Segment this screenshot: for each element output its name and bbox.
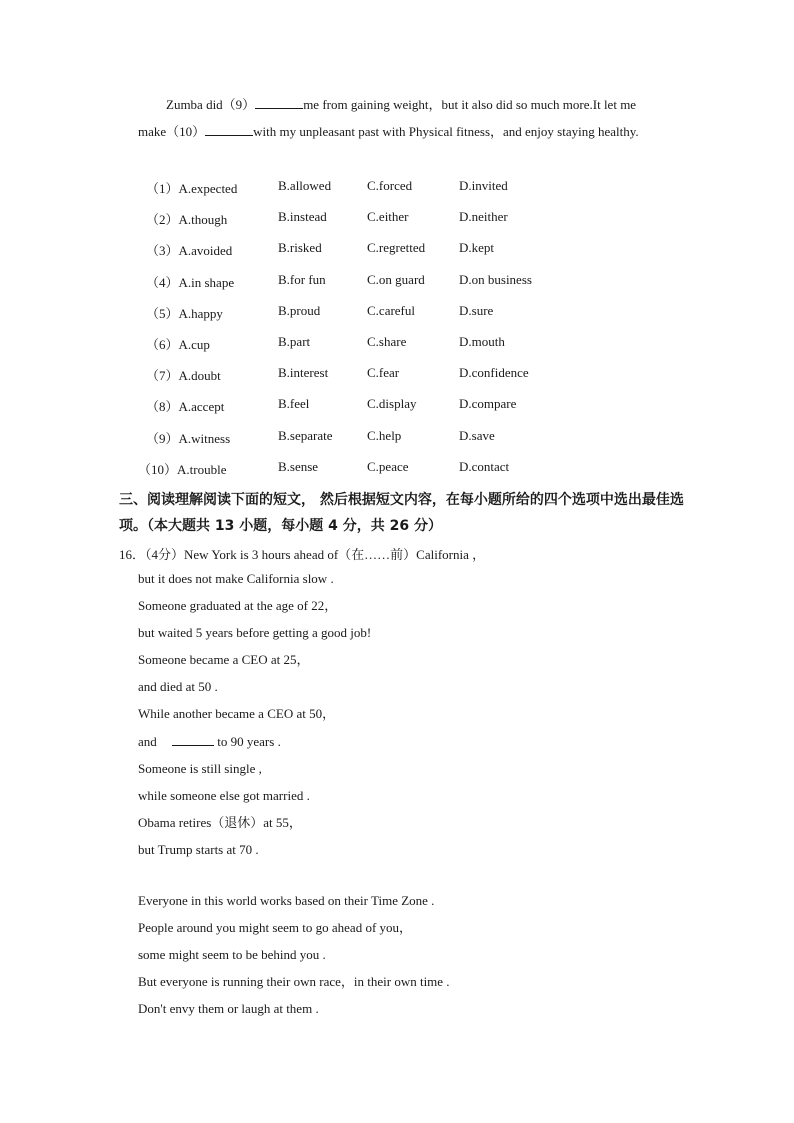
option-b: B.feel — [278, 396, 310, 412]
option-row — [146, 240, 666, 271]
option-a: （9）A.witness — [146, 430, 231, 446]
option-a: （4）A.in shape — [146, 274, 235, 290]
option-a: （6）A.cup — [146, 336, 210, 352]
option-b: B.separate — [278, 427, 333, 443]
passage-intro — [138, 91, 683, 145]
option-b: B.allowed — [278, 178, 332, 193]
option-c: C.display — [367, 396, 417, 412]
poem-line: Obama retires（退休）at 55， — [138, 814, 302, 830]
poem-line: Everyone in this world works based on their Time Zone . — [138, 893, 435, 909]
poem-line: but it does not make California slow . — [138, 571, 334, 586]
option-d: D.confidence — [459, 365, 529, 381]
blank-10-label: make（10） — [138, 124, 206, 139]
option-c: C.help — [367, 427, 402, 443]
poem-blank — [172, 731, 214, 746]
option-a: （1）A.expected — [146, 181, 238, 196]
option-a: （2）A.though — [146, 212, 228, 228]
option-a: （8）A.accept — [146, 399, 225, 415]
poem-line: Someone is still single , — [138, 760, 262, 776]
option-d: D.invited — [459, 178, 508, 193]
option-d: D.save — [459, 427, 495, 443]
poem-line: Don't envy them or laugh at them . — [138, 1001, 319, 1017]
option-d: D.kept — [459, 240, 495, 256]
poem-line: But everyone is running their own race，in their own time . — [138, 974, 450, 990]
passage-line-2-text: with my unpleasant past with Physical fitness，and enjoy staying healthy. — [253, 124, 639, 139]
option-c: C.either — [367, 209, 409, 225]
option-a: （10）A.trouble — [138, 461, 227, 477]
poem-line: People around you might seem to go ahead of you， — [138, 920, 413, 936]
option-d: D.on business — [459, 271, 532, 287]
poem-line: but waited 5 years before getting a good job! — [138, 625, 372, 641]
blank-10 — [205, 121, 253, 136]
option-c: C.fear — [367, 365, 400, 381]
poem-line: but Trump starts at 70 . — [138, 841, 259, 857]
option-b: B.interest — [278, 365, 329, 381]
poem-line: Someone became a CEO at 25， — [138, 652, 310, 668]
option-row — [146, 272, 666, 303]
option-b: B.for fun — [278, 271, 326, 287]
option-row — [146, 178, 666, 209]
blank-9 — [255, 94, 303, 109]
option-d: D.compare — [459, 396, 517, 412]
options-list — [138, 178, 666, 490]
option-d: D.neither — [459, 209, 508, 225]
section-title: 三、阅读理解阅读下面的短文， 然后根据短文内容，在每小题所给的四个选项中选出最佳选项。（本大题共 13 小题，每小题 4 分，共 26 分） — [119, 492, 684, 534]
poem-line: while someone else got married . — [138, 787, 310, 803]
option-c: C.peace — [367, 458, 409, 474]
passage-line-1 — [138, 91, 683, 118]
option-b: B.part — [278, 333, 311, 349]
passage-line-2 — [138, 118, 683, 145]
poem-and-text: and — [138, 733, 157, 749]
option-c: C.share — [367, 333, 407, 349]
option-d: D.sure — [459, 302, 494, 318]
option-a: （3）A.avoided — [146, 243, 233, 259]
option-row — [146, 428, 666, 459]
option-d: D.mouth — [459, 333, 505, 349]
blank-9-label: Zumba did（9） — [166, 97, 256, 112]
option-c: C.careful — [367, 302, 416, 318]
poem-line: and died at 50 . — [138, 679, 218, 695]
option-c: C.forced — [367, 178, 413, 193]
option-row — [138, 458, 666, 490]
option-row — [146, 209, 666, 240]
option-b: B.risked — [278, 240, 322, 256]
option-b: B.instead — [278, 209, 327, 225]
option-a: （7）A.doubt — [146, 368, 221, 384]
poem-line-with-blank — [138, 731, 450, 758]
poem-line: While another became a CEO at 50， — [138, 706, 336, 722]
option-c: C.regretted — [367, 240, 426, 256]
poem-passage — [138, 568, 450, 1026]
option-b: B.proud — [278, 302, 321, 318]
option-row — [146, 396, 666, 427]
question-16-header: 16．（4分）New York is 3 hours ahead of（在……前）California ， — [119, 547, 486, 562]
poem-line: Someone graduated at the age of 22， — [138, 598, 338, 614]
option-b: B.sense — [278, 458, 319, 474]
option-c: C.on guard — [367, 271, 425, 287]
option-row — [146, 303, 666, 334]
passage-line-1-text: me from gaining weight，but it also did so much more.It let me — [303, 97, 637, 112]
option-a: （5）A.happy — [146, 305, 223, 321]
poem-line: some might seem to be behind you . — [138, 947, 326, 963]
option-row — [146, 334, 666, 365]
option-row — [146, 365, 666, 396]
poem-and-suffix: to 90 years . — [217, 733, 281, 749]
option-d: D.contact — [459, 458, 510, 474]
